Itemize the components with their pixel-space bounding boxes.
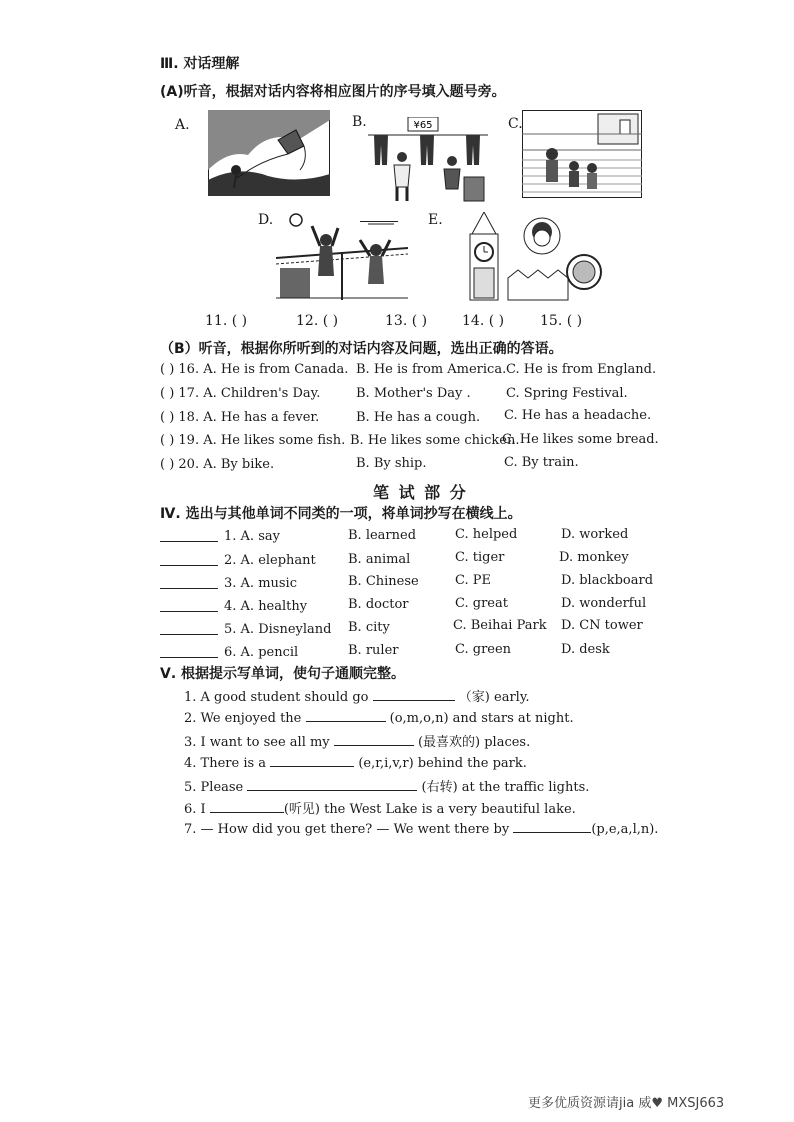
answer-line [160,656,218,658]
picture-e-london [462,212,608,302]
section-3-title: Ⅲ. 对话理解 [160,56,240,72]
answer-slot-14: 14. ( ) [462,313,505,329]
blank-3 [334,733,414,746]
blank-4 [270,754,354,767]
fill-item-5: 5. Please (右转) at the traffic lights. [184,780,590,795]
picture-d-volleyball [276,210,408,302]
footer-watermark: 更多优质资源请jia 威♥ MXSJ663 [528,1096,725,1111]
answer-line [160,540,218,542]
blank-5 [247,778,417,791]
blank-7 [513,820,591,833]
pic-label-c: C. [508,116,523,132]
pic-label-e: E. [428,212,443,228]
fill-item-6: 6. I (听见) the West Lake is a very beautiful lake. [184,802,576,817]
section-5-title: Ⅴ. 根据提示写单词，使句子通顺完整。 [160,666,406,682]
answer-line [160,610,218,612]
fill-item-3: 3. I want to see all my (最喜欢的) places. [184,735,531,750]
blank-2 [306,709,386,722]
blank-6 [210,800,284,813]
answer-slot-13: 13. ( ) [385,313,428,329]
answer-line [160,633,218,635]
price-tag-text: ¥65 [413,120,433,131]
blank-1 [373,688,455,701]
part-a-instruction: (A)听音，根据对话内容将相应图片的序号填入题号旁。 [160,84,506,100]
picture-b-trousers-price [368,117,488,203]
section-4-title: Ⅳ. 选出与其他单词不同类的一项，将单词抄写在横线上。 [160,506,522,522]
picture-a-kite [208,110,330,196]
answer-slot-11: 11. ( ) [205,313,248,329]
divider-d-e [360,221,398,222]
part-b-instruction: （B）听音，根据你所听到的对话内容及问题，选出正确的答语。 [160,341,563,357]
pic-label-d: D. [258,212,274,228]
answer-line [160,587,218,589]
answer-slot-15: 15. ( ) [540,313,583,329]
fill-item-4: 4. There is a (e,r,i,v,r) behind the park. [184,756,527,771]
written-part-title: 笔 试 部 分 [373,483,468,502]
picture-c-street [522,110,642,198]
fill-item-1: 1. A good student should go （家) early. [184,690,530,705]
answer-slot-12: 12. ( ) [296,313,339,329]
fill-item-2: 2. We enjoyed the (o,m,o,n) and stars at night. [184,711,574,726]
pic-label-b: B. [352,114,367,130]
pic-label-a: A. [175,117,190,133]
fill-item-7: 7. — How did you get there? — We went there by (p,e,a,l,n). [184,822,659,837]
answer-line [160,564,218,566]
